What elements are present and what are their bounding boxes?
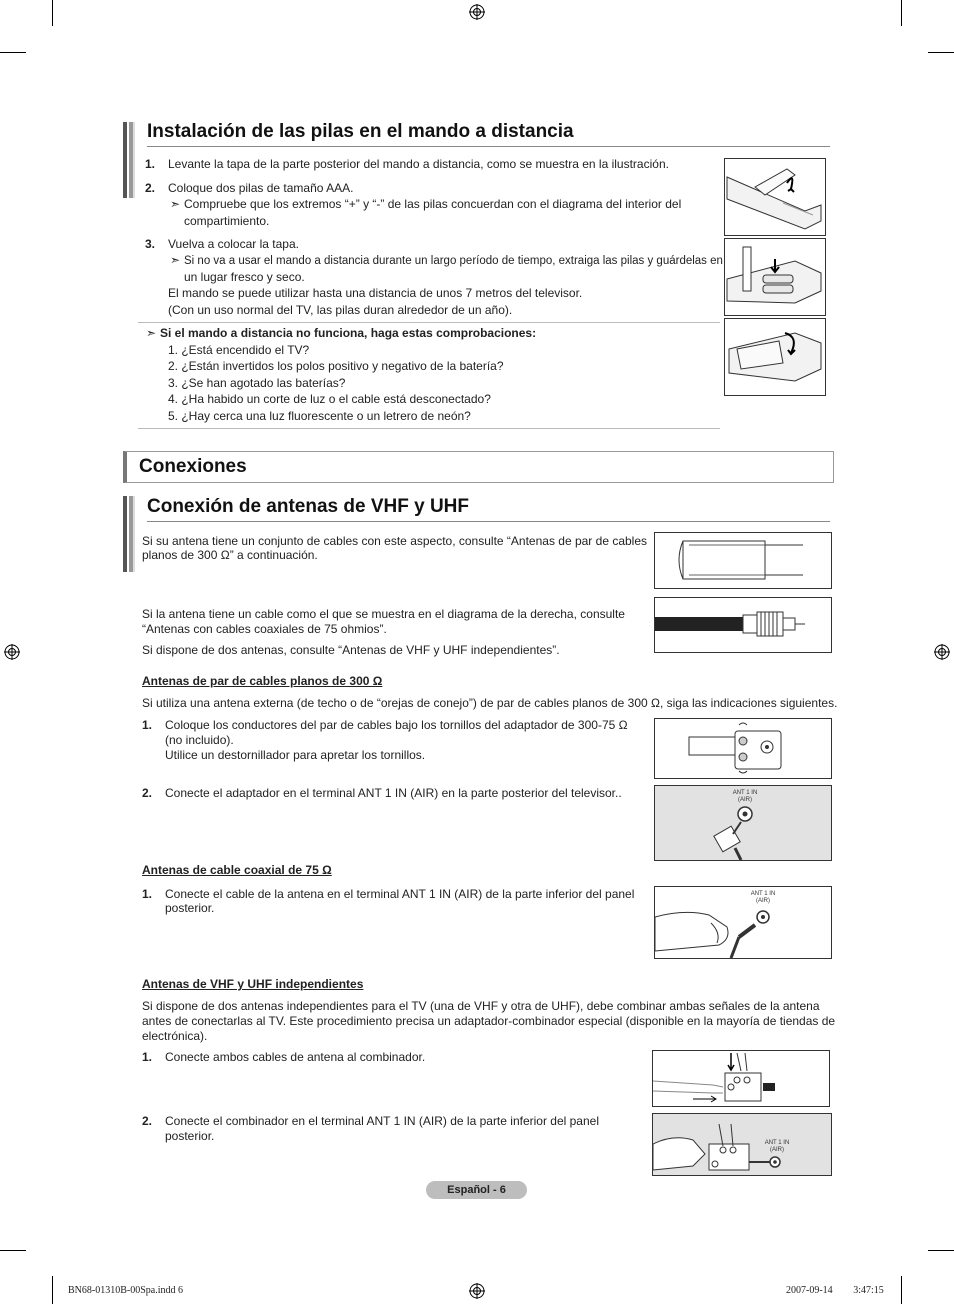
section-bar bbox=[123, 122, 135, 198]
note-text: un lugar fresco y seco. bbox=[184, 270, 305, 284]
step-text: Vuelva a colocar la tapa. bbox=[168, 237, 299, 251]
subsection-text: Si dispone de dos antenas independientes para el TV (una de VHF y otra de UHF), debe combinar ambas señales de la antena bbox=[142, 999, 820, 1013]
step-number: 2. bbox=[142, 1114, 153, 1128]
step-text: posterior. bbox=[165, 901, 215, 915]
intro-text: Si dispone de dos antenas, consulte “Antenas de VHF y UHF independientes”. bbox=[142, 643, 560, 657]
range-text: (Con un uso normal del TV, las pilas duran alrededor de un año). bbox=[168, 303, 513, 317]
step-text: Conecte el combinador en el terminal ANT 1 IN (AIR) de la parte inferior del panel bbox=[165, 1114, 599, 1128]
print-date: 2007-09-14 ￿￿ 3:47:15 bbox=[786, 1285, 884, 1296]
note-text: Compruebe que los extremos “+” y “-” de las pilas concuerdan con el diagrama del interior del bbox=[184, 197, 682, 211]
step-number: 1. bbox=[142, 1050, 153, 1064]
registration-mark-icon bbox=[4, 644, 20, 660]
subsection-text: antes de conectarlas al TV. Este procedimiento precisa un adaptador-combinador especial (disponible en la mayoría de tiendas de bbox=[142, 1014, 836, 1028]
coaxial-cable-figure bbox=[654, 597, 832, 653]
intro-text: Si la antena tiene un cable como el que se muestra en el diagrama de la derecha, consulte bbox=[142, 607, 625, 621]
crop-mark bbox=[0, 1250, 26, 1251]
step-number: 1. bbox=[142, 718, 153, 732]
step-text: Conecte el cable de la antena en el terminal ANT 1 IN (AIR) de la parte inferior del panel bbox=[165, 887, 635, 901]
section-bar bbox=[123, 496, 135, 572]
subsection-title: Antenas de VHF y UHF independientes bbox=[142, 977, 364, 991]
registration-mark-icon bbox=[934, 644, 950, 660]
subsection-text: electrónica). bbox=[142, 1029, 208, 1043]
step-text: posterior. bbox=[165, 1129, 215, 1143]
crop-mark bbox=[928, 1250, 954, 1251]
intro-text: Si su antena tiene un conjunto de cables con este aspecto, consulte “Antenas de par de cables bbox=[142, 534, 648, 548]
note-arrow-icon: ➣ bbox=[170, 197, 181, 211]
intro-text: planos de 300 Ω” a continuación. bbox=[142, 548, 318, 562]
coaxial-ant-in-figure: ANT 1 IN (AIR) bbox=[654, 886, 832, 959]
note-text: compartimiento. bbox=[184, 214, 270, 228]
divider bbox=[138, 428, 720, 429]
remote-batteries-figure bbox=[724, 238, 826, 316]
step-text: Conecte el adaptador en el terminal ANT 1 IN (AIR) en la parte posterior del televisor.. bbox=[165, 786, 622, 800]
step-text: (no incluido). bbox=[165, 733, 234, 747]
crop-mark bbox=[901, 0, 902, 26]
twin-lead-cable-figure bbox=[654, 532, 832, 589]
check-item: 4. ¿Ha habido un corte de luz o el cable está desconectado? bbox=[168, 392, 491, 406]
section-title: Instalación de las pilas en el mando a distancia bbox=[147, 121, 574, 142]
divider bbox=[138, 322, 720, 323]
check-item: 2. ¿Están invertidos los polos positivo y negativo de la batería? bbox=[168, 359, 504, 373]
page-number-badge: Español - 6 bbox=[426, 1181, 527, 1199]
adapter-ant-in-figure: ANT 1 IN (AIR) bbox=[654, 785, 832, 861]
file-name: BN68-01310B-00Spa.indd 6 bbox=[68, 1285, 183, 1296]
check-item: 1. ¿Está encendido el TV? bbox=[168, 343, 310, 357]
step-number: 1. bbox=[145, 157, 156, 171]
crop-mark bbox=[52, 1276, 53, 1304]
intro-text: “Antenas con cables coaxiales de 75 ohmios”. bbox=[142, 622, 387, 636]
check-item: 3. ¿Se han agotado las baterías? bbox=[168, 376, 346, 390]
check-item: 5. ¿Hay cerca una luz fluorescente o un letrero de neón? bbox=[168, 409, 471, 423]
step-number: 2. bbox=[142, 786, 153, 800]
combiner-ant-in-figure: ANT 1 IN (AIR) bbox=[652, 1113, 832, 1176]
title-rule bbox=[147, 146, 830, 147]
crop-mark bbox=[901, 1276, 902, 1304]
step-number: 1. bbox=[142, 887, 153, 901]
registration-mark-icon bbox=[469, 4, 485, 20]
subsection-title: Antenas de cable coaxial de 75 Ω bbox=[142, 863, 332, 877]
step-text: Coloque dos pilas de tamaño AAA. bbox=[168, 181, 354, 195]
step-text: Conecte ambos cables de antena al combinador. bbox=[165, 1050, 426, 1064]
step-number: 2. bbox=[145, 181, 156, 195]
step-number: 3. bbox=[145, 237, 156, 251]
crop-mark bbox=[0, 52, 26, 53]
step-text: Coloque los conductores del par de cables bajo los tornillos del adaptador de 300-75 Ω bbox=[165, 718, 628, 732]
remote-open-cover-figure bbox=[724, 158, 826, 236]
crop-mark bbox=[52, 0, 53, 26]
subsection-text: Si utiliza una antena externa (de techo o de “orejas de conejo”) de par de cables planos de 300 Ω, siga las indicaciones siguientes. bbox=[142, 696, 838, 710]
range-text: El mando se puede utilizar hasta una distancia de unos 7 metros del televisor. bbox=[168, 286, 583, 300]
section-title: Conexiones bbox=[139, 456, 247, 477]
step-text: Utilice un destornillador para apretar los tornillos. bbox=[165, 748, 426, 762]
crop-mark bbox=[928, 52, 954, 53]
note-arrow-icon: ➣ bbox=[170, 253, 181, 267]
check-title: Si el mando a distancia no funciona, haga estas comprobaciones: bbox=[160, 326, 537, 340]
step-text: Levante la tapa de la parte posterior del mando a distancia, como se muestra en la ilustración. bbox=[168, 157, 669, 171]
registration-mark-icon bbox=[469, 1283, 485, 1299]
conexiones-header bbox=[123, 451, 834, 483]
subsection-title: Antenas de par de cables planos de 300 Ω bbox=[142, 674, 383, 688]
note-text: Si no va a usar el mando a distancia durante un largo período de tiempo, extraiga las pilas y guárdelas en bbox=[184, 255, 723, 267]
adapter-screw-figure bbox=[654, 718, 832, 779]
remote-close-cover-figure bbox=[724, 318, 826, 396]
note-arrow-icon: ➣ bbox=[146, 326, 157, 340]
title-rule bbox=[147, 521, 830, 522]
combiner-figure bbox=[652, 1050, 830, 1107]
section-title: Conexión de antenas de VHF y UHF bbox=[147, 496, 469, 517]
